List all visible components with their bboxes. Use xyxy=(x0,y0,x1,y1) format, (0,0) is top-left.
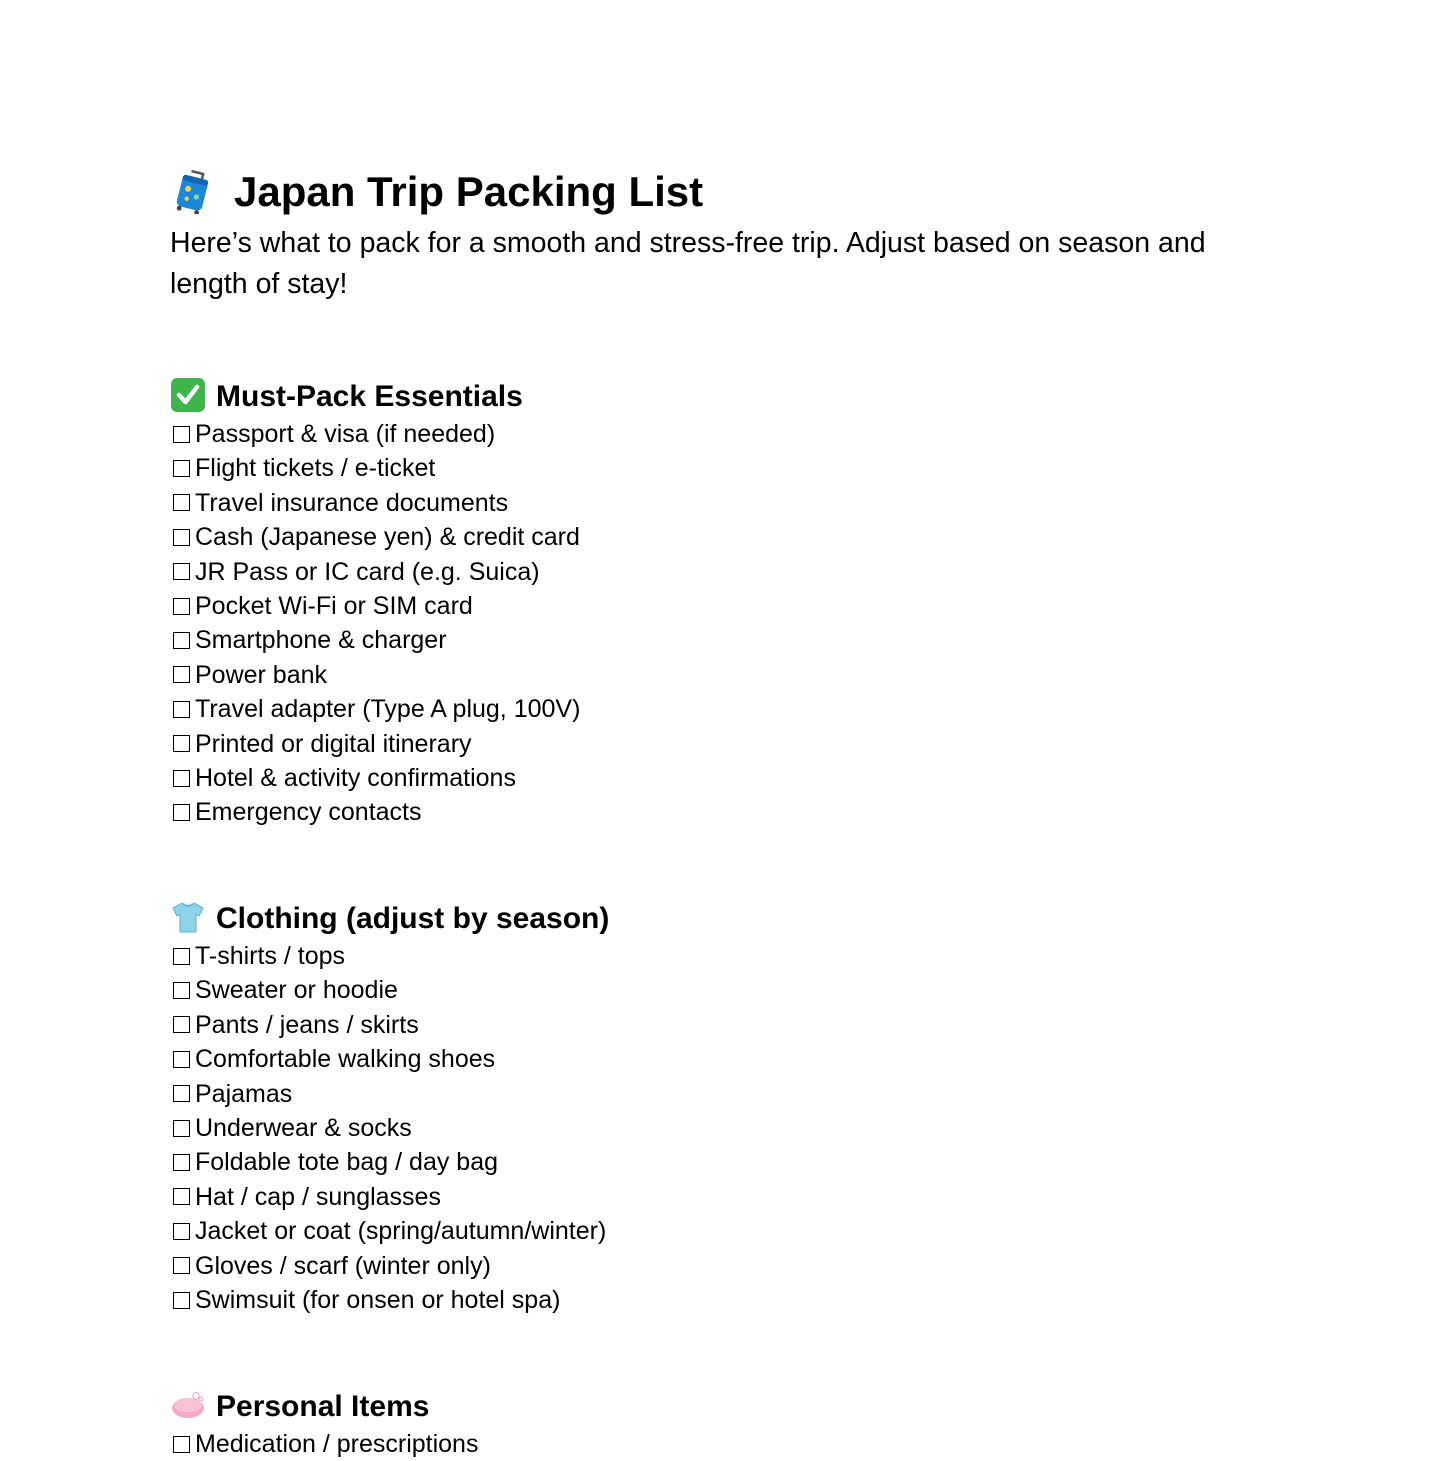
section-must-pack-essentials xyxy=(170,379,580,830)
checklist-item[interactable] xyxy=(170,1180,609,1214)
page-title-text: Japan Trip Packing List xyxy=(234,168,704,215)
check-mark-button-icon xyxy=(170,377,206,418)
checkbox[interactable] xyxy=(173,770,190,787)
t-shirt-icon xyxy=(170,899,206,940)
checklist-item-label: Pocket Wi-Fi or SIM card xyxy=(195,591,473,620)
checklist-item-label: Jacket or coat (spring/autumn/winter) xyxy=(195,1217,607,1246)
checkbox[interactable] xyxy=(173,426,190,443)
checklist-item-label: Smartphone & charger xyxy=(195,626,447,655)
checklist-item-label: Foldable tote bag / day bag xyxy=(195,1148,499,1177)
checklist-item-label: Pajamas xyxy=(195,1079,293,1108)
checkbox[interactable] xyxy=(173,563,190,580)
section-clothing xyxy=(170,901,609,1317)
checklist-item[interactable] xyxy=(170,451,580,485)
section-heading xyxy=(170,901,609,937)
checkbox[interactable] xyxy=(173,666,190,683)
checklist-item-label: Travel insurance documents xyxy=(195,488,509,517)
checkbox[interactable] xyxy=(173,1085,190,1102)
checklist-item-label: Gloves / scarf (winter only) xyxy=(195,1251,491,1280)
checklist-item[interactable] xyxy=(170,520,580,554)
checklist-item-label: Comfortable walking shoes xyxy=(195,1045,496,1074)
checklist-item[interactable] xyxy=(170,1111,609,1145)
checklist xyxy=(170,939,609,1317)
checklist-item-label: Hat / cap / sunglasses xyxy=(195,1182,441,1211)
checkbox[interactable] xyxy=(173,1016,190,1033)
checkbox[interactable] xyxy=(173,1188,190,1205)
checklist-item[interactable] xyxy=(170,623,580,657)
intro-paragraph: Here’s what to pack for a smooth and stress-free trip. Adjust based on season and length of stay! xyxy=(170,227,1206,300)
checklist-item-label: Printed or digital itinerary xyxy=(195,729,472,758)
checkbox[interactable] xyxy=(173,460,190,477)
checkbox[interactable] xyxy=(173,948,190,965)
checkbox[interactable] xyxy=(173,598,190,615)
checkbox[interactable] xyxy=(173,804,190,821)
checklist-item-label: T-shirts / tops xyxy=(195,942,346,970)
checklist-item[interactable] xyxy=(170,1214,609,1248)
checklist-item[interactable] xyxy=(170,795,580,829)
checklist xyxy=(170,1427,478,1461)
checklist-item[interactable] xyxy=(170,1008,609,1042)
checkbox[interactable] xyxy=(173,632,190,649)
checklist-item[interactable] xyxy=(170,692,580,726)
checkbox[interactable] xyxy=(173,1154,190,1171)
checklist-item[interactable] xyxy=(170,1249,609,1283)
checklist-item-label: Emergency contacts xyxy=(195,798,422,827)
checklist-item[interactable] xyxy=(170,939,609,973)
section-heading-text: Personal Items xyxy=(216,1390,430,1423)
checklist-item-label: Sweater or hoodie xyxy=(195,976,398,1005)
section-heading-text: Must-Pack Essentials xyxy=(216,380,523,413)
checklist-item-label: Pants / jeans / skirts xyxy=(195,1010,419,1039)
checkbox[interactable] xyxy=(173,701,190,718)
section-heading xyxy=(170,379,580,415)
checklist-item[interactable] xyxy=(170,417,580,451)
suitcase-icon xyxy=(170,166,216,219)
checklist xyxy=(170,417,580,830)
checklist-item[interactable] xyxy=(170,727,580,761)
checklist-item-label: Power bank xyxy=(195,660,328,689)
checkbox[interactable] xyxy=(173,1257,190,1274)
page-title xyxy=(170,168,703,216)
checklist-item[interactable] xyxy=(170,761,580,795)
checklist-item-label: Medication / prescriptions xyxy=(195,1430,479,1458)
checklist-item[interactable] xyxy=(170,1427,478,1461)
checkbox[interactable] xyxy=(173,1436,190,1453)
checkbox[interactable] xyxy=(173,1051,190,1068)
checklist-item[interactable] xyxy=(170,1283,609,1317)
checklist-item-label: Travel adapter (Type A plug, 100V) xyxy=(195,695,581,724)
checkbox[interactable] xyxy=(173,1292,190,1309)
checklist-item-label: Cash (Japanese yen) & credit card xyxy=(195,523,580,552)
checkbox[interactable] xyxy=(173,1120,190,1137)
soap-icon xyxy=(170,1387,206,1428)
section-heading xyxy=(170,1389,478,1425)
checklist-item-label: Passport & visa (if needed) xyxy=(195,420,496,448)
checkbox[interactable] xyxy=(173,494,190,511)
checklist-item[interactable] xyxy=(170,658,580,692)
checklist-item[interactable] xyxy=(170,1077,609,1111)
checklist-item-label: Swimsuit (for onsen or hotel spa) xyxy=(195,1285,561,1314)
checklist-item-label: Hotel & activity confirmations xyxy=(195,763,516,792)
checkbox[interactable] xyxy=(173,735,190,752)
checklist-item[interactable] xyxy=(170,555,580,589)
checklist-item[interactable] xyxy=(170,1042,609,1076)
checklist-item-label: Flight tickets / e-ticket xyxy=(195,454,436,483)
section-personal-items xyxy=(170,1389,478,1461)
section-heading-text: Clothing (adjust by season) xyxy=(216,902,610,935)
checklist-item[interactable] xyxy=(170,589,580,623)
checklist-item[interactable] xyxy=(170,973,609,1007)
checklist-item-label: Underwear & socks xyxy=(195,1113,412,1142)
checklist-item[interactable] xyxy=(170,486,580,520)
checklist-item-label: JR Pass or IC card (e.g. Suica) xyxy=(195,557,540,586)
checkbox[interactable] xyxy=(173,529,190,546)
checklist-item[interactable] xyxy=(170,1145,609,1179)
checkbox[interactable] xyxy=(173,982,190,999)
checkbox[interactable] xyxy=(173,1223,190,1240)
